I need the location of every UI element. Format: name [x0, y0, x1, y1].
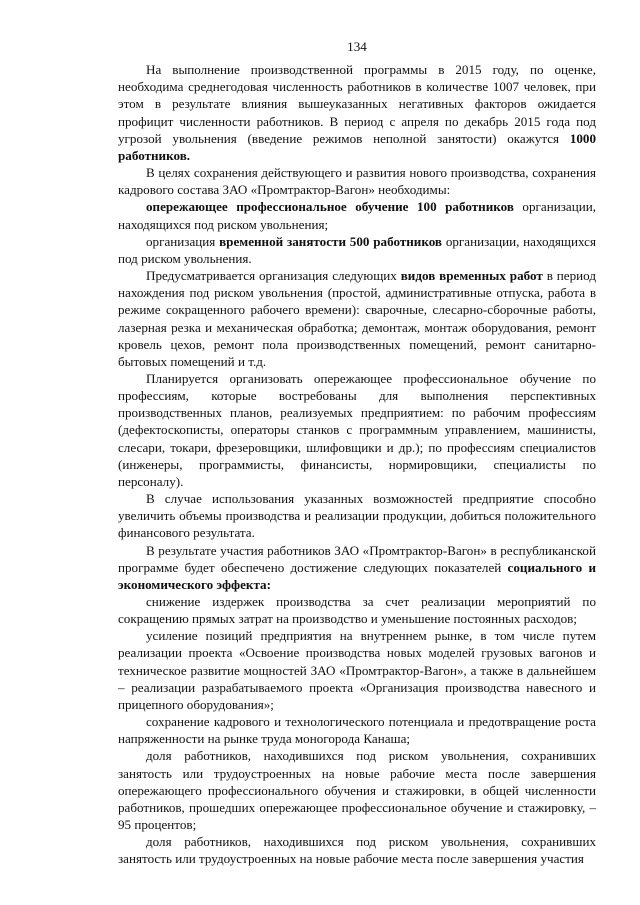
text-run: На выполнение производственной программы в 2015 году, по оценке, необходима среднегодовая численность работников в количестве 1007 человек, при этом в результате влияния вышеуказанных негативных факторов ожидается профицит численности работников. В период с апреля по декабрь 2015 года под угрозой увольнения (введение режимов неполной занятости) окажутся — [118, 62, 596, 146]
paragraph — [118, 61, 596, 164]
text-run: В целях сохранения действующего и развития нового производства, сохранения кадрового состава ЗАО «Промтрактор-Вагон» необходимы: — [118, 165, 596, 198]
paragraph — [118, 490, 596, 541]
text-run: усиление позиций предприятия на внутреннем рынке, в том числе путем реализации проекта «Освоение производства новых моделей грузовых вагонов и техническое развитие мощностей ЗАО «Промтрактор-Вагон», а также в дальнейшем – реализации разрабатываемого проекта «Организация производства навесного и прицепного оборудования»; — [118, 628, 596, 712]
text-body — [118, 61, 596, 867]
bold-text: 1000 работников. — [118, 130, 596, 163]
paragraph — [118, 164, 596, 198]
bold-text: социального и экономического эффекта: — [118, 559, 596, 592]
bold-text: временной занятости 500 работников — [219, 233, 443, 249]
text-run: Планируется организовать опережающее профессиональное обучение по профессиям, которые востребованы для выполнения перспективных производственных планов, реализуемых предприятием: по рабочим профессиям (дефектоскописты, операторы станков с программным управлением, машинисты, слесари, токари, фрезеровщики, шлифовщики и др.); по профессиям специалистов (инженеры, программисты, финансисты, нормировщики, специалисты по персоналу). — [118, 370, 596, 489]
paragraph — [118, 627, 596, 713]
text-run: сохранение кадрового и технологического потенциала и предотвращение роста напряженности на рынке труда моногорода Канаша; — [118, 714, 596, 747]
paragraph — [118, 542, 596, 593]
paragraph — [118, 833, 596, 867]
paragraph — [118, 713, 596, 747]
text-run: доля работников, находившихся под риском увольнения, сохранивших занятость или трудоустроенных на новые рабочие места после завершения опережающего профессионального обучения и стажировки, в общей численности работников, прошедших опережающее профессиональное обучение и стажировку, – 95 процентов; — [118, 748, 596, 833]
text-run: В результате участия работников ЗАО «Промтрактор-Вагон» в республиканской программе будет обеспечено достижение следующих показателей — [118, 542, 596, 575]
text-run: Предусматривается организация следующих — [146, 268, 401, 284]
text-run: доля работников, находившихся под риском увольнения, сохранивших занятость или трудоустроенных на новые рабочие места после завершения участия — [118, 834, 596, 867]
text-run: снижение издержек производства за счет реализации мероприятий по сокращению прямых затрат на производство и уменьшение постоянных расходов; — [118, 594, 596, 627]
bold-text: видов временных работ — [400, 268, 543, 284]
page-number: 134 — [347, 39, 367, 54]
document-page — [118, 38, 596, 868]
paragraph — [118, 370, 596, 490]
paragraph — [118, 233, 596, 267]
text-run: организации, находящихся под риском увольнения. — [118, 233, 596, 266]
bold-text: опережающее профессиональное обучение 100 работников — [146, 199, 514, 215]
text-run: организация — [146, 233, 220, 249]
text-run: в период нахождения под риском увольнения (простой, административные отпуска, работа в режиме сокращенного рабочего времени): сварочные, слесарно-сборочные работы, лазерная резка и механическая обработка; демонтаж, монтаж оборудования, ремонт кровель цехов, ремонт пола производственных помещений, ремонт санитарно-бытовых помещений и т.д. — [118, 268, 597, 369]
paragraph — [118, 593, 596, 627]
paragraph — [118, 747, 596, 833]
paragraph — [118, 198, 596, 232]
text-run: организации, находящихся под риском увольнения; — [118, 199, 597, 232]
text-run: В случае использования указанных возможностей предприятие способно увеличить объемы производства и реализации продукции, добиться положительного финансового результата. — [118, 491, 596, 541]
paragraph — [118, 267, 596, 370]
